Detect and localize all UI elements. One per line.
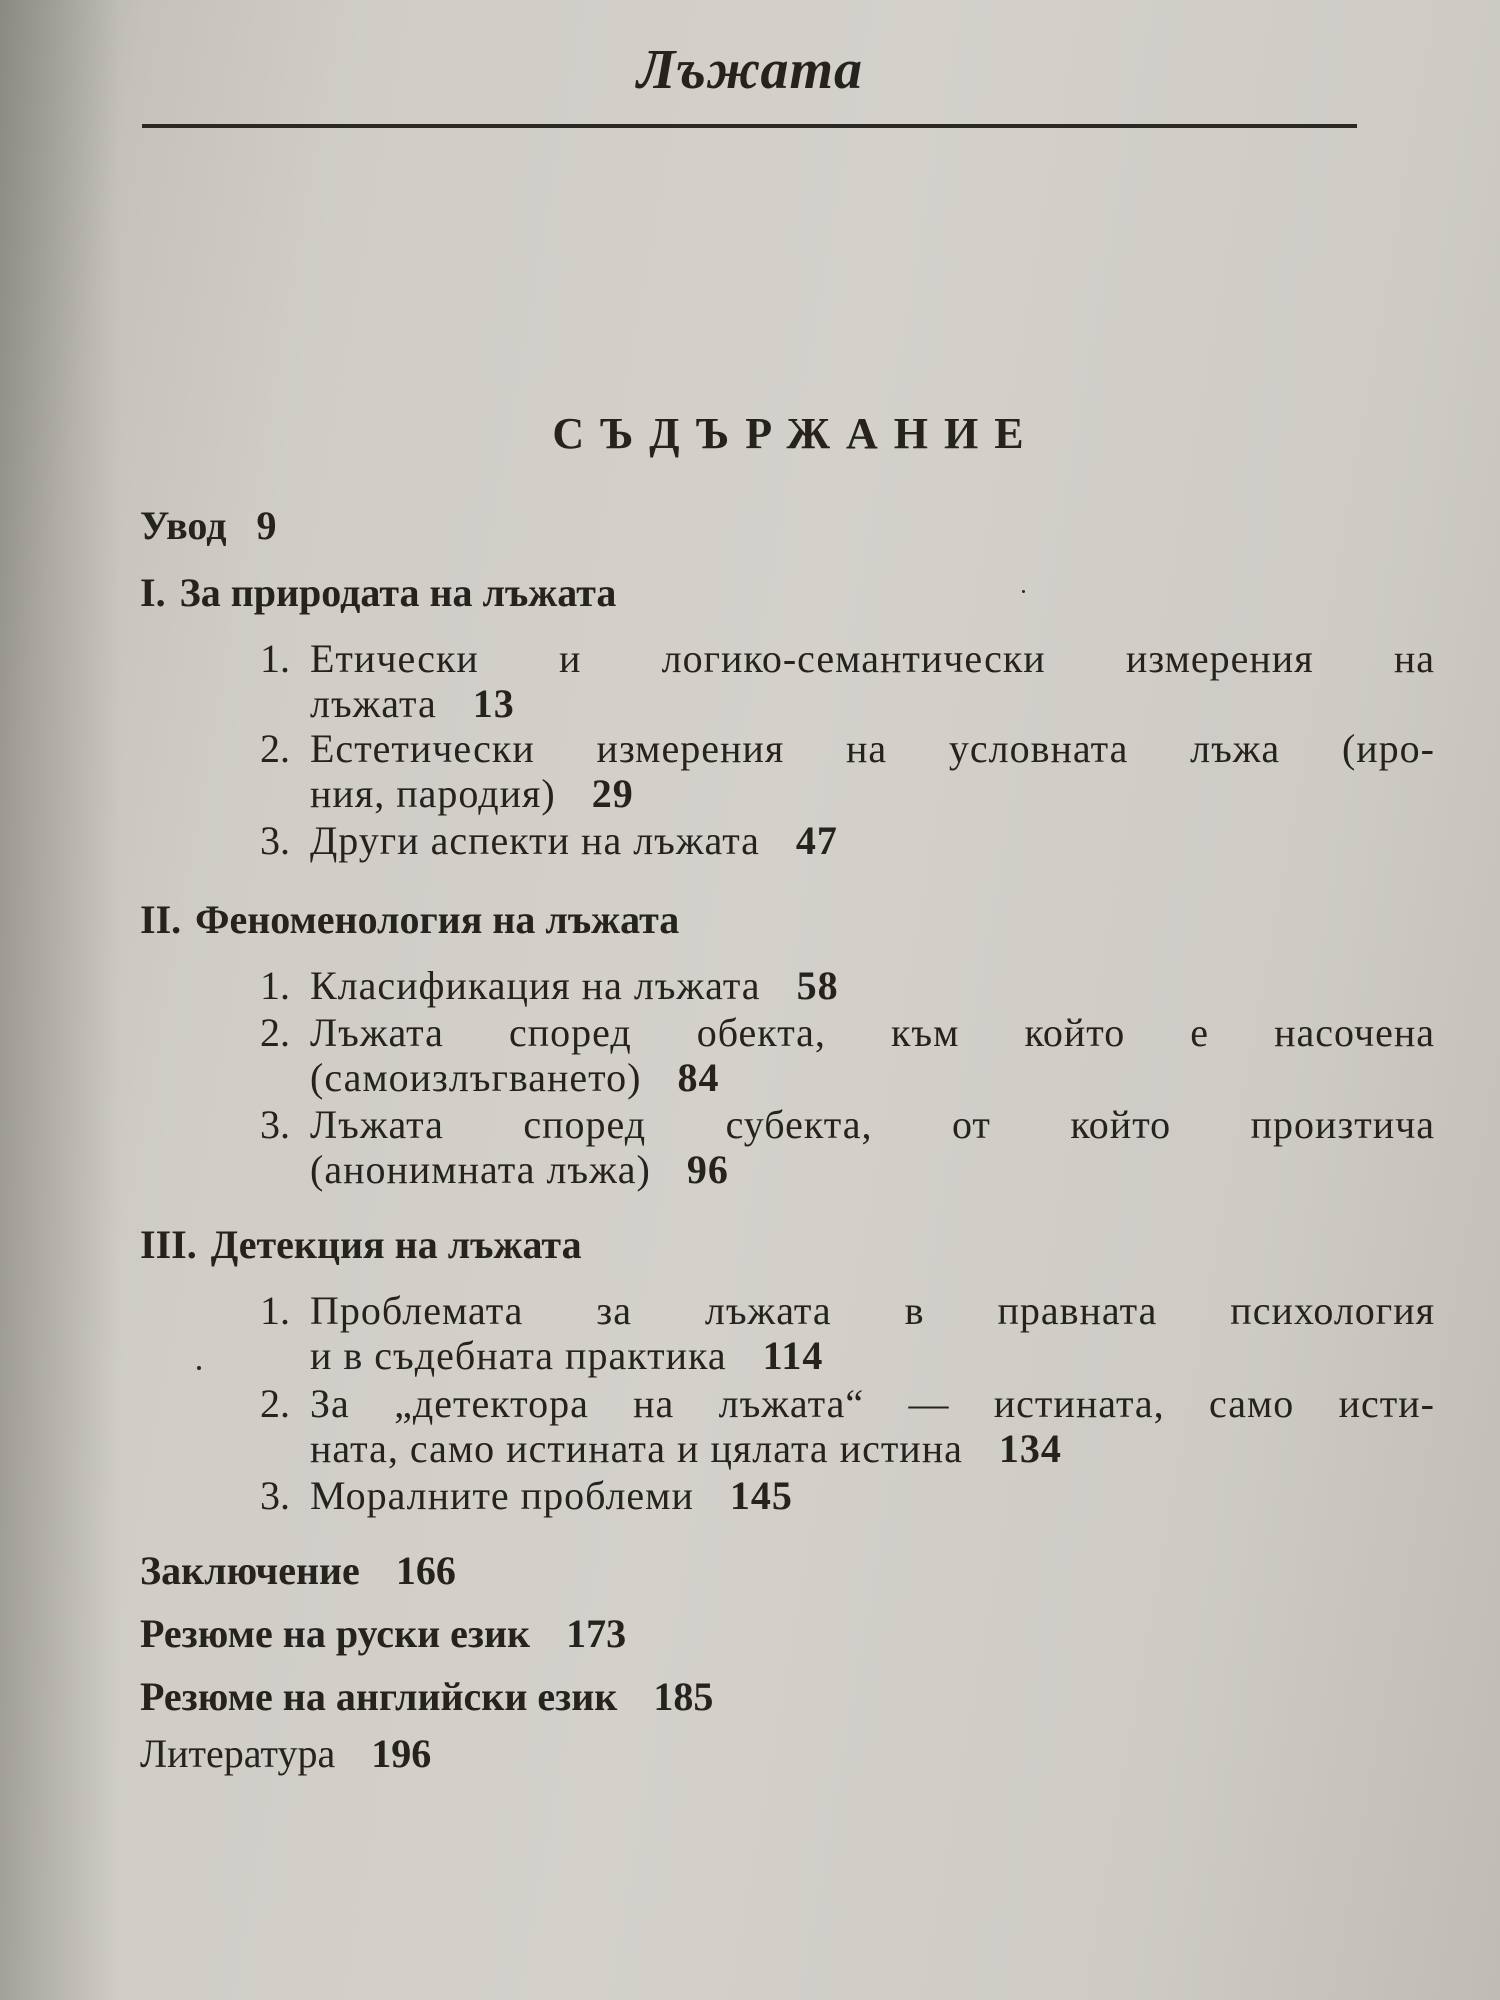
- toc-entry-russian-summary: [140, 1611, 626, 1656]
- part-title: Детекция на лъжата: [210, 1222, 582, 1267]
- item-number: 1.: [260, 636, 290, 681]
- header-rule: [142, 124, 1357, 128]
- entry-label: Увод: [140, 503, 227, 548]
- toc-part-heading: [140, 897, 679, 942]
- item-line-text: ния, пародия): [310, 771, 556, 816]
- item-number: 3.: [260, 1473, 290, 1518]
- page-number: 84: [677, 1055, 720, 1100]
- part-numeral: II.: [140, 897, 182, 942]
- toc-entry-intro: [140, 503, 276, 548]
- item-line-text: Класификация на лъжата: [310, 963, 761, 1008]
- ink-speck: [1022, 590, 1025, 593]
- item-line-text: лъжата: [310, 681, 437, 726]
- page-fold-shadow: [0, 0, 120, 2000]
- page-number: 185: [653, 1674, 714, 1719]
- part-title: Феноменология на лъжата: [195, 897, 680, 942]
- ink-speck: [197, 1366, 201, 1370]
- page-number: 145: [729, 1473, 793, 1518]
- item-line: За „детектора на лъжата“ — истината, само исти-: [310, 1381, 1435, 1426]
- item-line-last: [310, 963, 1435, 1008]
- item-number: 3.: [260, 1102, 290, 1147]
- part-numeral: I.: [140, 570, 166, 615]
- item-line-last: [310, 1055, 1435, 1100]
- page-number: 9: [256, 503, 277, 548]
- item-text: [310, 1473, 1435, 1518]
- toc-entry-english-summary: [140, 1674, 713, 1719]
- item-text: [310, 1102, 1435, 1192]
- item-text: [310, 636, 1435, 726]
- page-number: 114: [762, 1333, 824, 1378]
- page-number: 173: [566, 1611, 627, 1656]
- item-number: 1.: [260, 963, 290, 1008]
- item-line-text: (самоизлъгването): [310, 1055, 642, 1100]
- part-title: За природата на лъжата: [179, 570, 617, 615]
- item-text: [310, 726, 1435, 816]
- entry-label: Литература: [140, 1731, 336, 1776]
- page-number: 196: [371, 1731, 432, 1776]
- item-line-text: Други аспекти на лъжата: [310, 818, 760, 863]
- page-number: 29: [591, 771, 634, 816]
- item-number: 3.: [260, 818, 290, 863]
- item-line-last: [310, 771, 1435, 816]
- item-line-last: [310, 1333, 1435, 1378]
- entry-label: Заключение: [140, 1548, 360, 1593]
- page-number: 134: [998, 1426, 1062, 1471]
- item-line-text: Моралните проблеми: [310, 1473, 694, 1518]
- item-number: 1.: [260, 1288, 290, 1333]
- item-line: Лъжата според субекта, от който произтича: [310, 1102, 1435, 1147]
- item-number: 2.: [260, 1381, 290, 1426]
- item-number: 2.: [260, 726, 290, 771]
- item-number: 2.: [260, 1010, 290, 1055]
- item-line: Проблемата за лъжата в правната психология: [310, 1288, 1435, 1333]
- item-line: Етически и логико-семантически измерения на: [310, 636, 1435, 681]
- page-number: 47: [795, 818, 838, 863]
- toc-part-heading: [140, 1222, 582, 1267]
- page-number: 13: [472, 681, 515, 726]
- item-line: Лъжата според обекта, към който е насочена: [310, 1010, 1435, 1055]
- item-text: [310, 818, 1435, 863]
- item-line-text: ната, само истината и цялата истина: [310, 1426, 963, 1471]
- item-line-text: и в съдебната практика: [310, 1333, 727, 1378]
- item-line: Естетически измерения на условната лъжа (иро-: [310, 726, 1435, 771]
- entry-label: Резюме на английски език: [140, 1674, 618, 1719]
- item-line-last: [310, 1473, 1435, 1518]
- item-line-text: (анонимната лъжа): [310, 1147, 651, 1192]
- page-number: 96: [686, 1147, 729, 1192]
- item-line-last: [310, 1426, 1435, 1471]
- item-text: [310, 1288, 1435, 1378]
- page-number: 58: [796, 963, 839, 1008]
- toc-entry-bibliography: [140, 1731, 431, 1776]
- item-line-last: [310, 818, 1435, 863]
- toc-entry-conclusion: [140, 1548, 456, 1593]
- item-text: [310, 1010, 1435, 1100]
- page-number: 166: [395, 1548, 456, 1593]
- part-numeral: III.: [140, 1222, 197, 1267]
- item-line-last: [310, 1147, 1435, 1192]
- running-head: Лъжата: [636, 39, 864, 101]
- toc-part-heading: [140, 570, 616, 615]
- item-text: [310, 1381, 1435, 1471]
- item-line-last: [310, 681, 1435, 726]
- entry-label: Резюме на руски език: [140, 1611, 531, 1656]
- toc-title: СЪДЪРЖАНИЕ: [552, 409, 1040, 458]
- item-text: [310, 963, 1435, 1008]
